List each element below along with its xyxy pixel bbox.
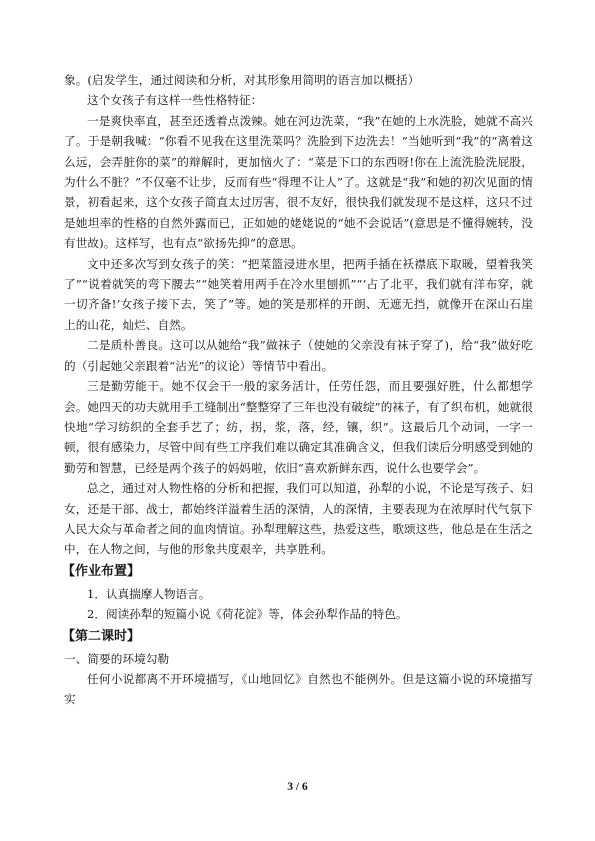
page-content — [64, 70, 533, 710]
paragraph-trait-one: 一是爽快率直，甚至还透着点泼辣。她在河边洗菜，“我”在她的上水洗脸，她就不高兴了。于是朝我喊：“你看不见我在这里洗菜吗？洗脸到下边洗去！”当她听到“我”的“离着这么远，会弄脏你的菜”的辩解时，更加恼火了：“菜是下口的东西呀!你在上流洗脸洗屁股，为什么不脏？”不仅毫不让步，反而有些“得理不让人”了。这就是“我”和她的初次见面的情景，初看起来，这个女孩子简直太过厉害，很不友好，很快我们就发现不是这样，这只不过是她坦率的性格的自然外露而已，正如她的姥姥说的“她不会说话”(意思是不懂得婉转，没有世故)。这样写，也有点“欲扬先抑”的意思。 — [64, 113, 533, 251]
paragraph-traits-lead: 这个女孩子有这样一些性格特征： — [87, 93, 263, 108]
paragraph-intro-tail: 象。(启发学生，通过阅读和分析，对其形象用简明的语言加以概括） — [64, 73, 420, 87]
homework-item-2: 2．阅读孙犁的短篇小说《荷花淀》等，体会孙犁作品的特色。 — [87, 607, 408, 622]
second-lesson-heading: 【第二课时】 — [62, 628, 141, 644]
homework-heading: 【作业布置】 — [62, 563, 141, 579]
homework-item-1: 1．认真揣摩人物语言。 — [87, 586, 211, 601]
paragraph-trait-three: 三是勤劳能干。她不仅会干一般的家务活计，任劳任怨，而且要强好胜，什么都想学会。她四天的功夫就用手工缝制出“整整穿了三年也没有破绽”的袜子，有了织布机，她就很快地“学习纺织的全套手艺了；纺，拐，浆，落，经，镶，织”。这最后几个动词，一字一顿，很有感染力，尽管中间有些工序我们难以确定其准确含义，但我们读后分明感受到她的勤劳和智慧，已经是两个孩子的妈妈啦，依旧“喜欢新鲜东西，说什么也要学会”。 — [64, 379, 533, 475]
paragraph-smile: 文中还多次写到女孩子的笑：“把菜篮浸进水里，把两手插在袄襟底下取暖，望着我笑了”“说着就笑的弯下腰去”“她笑着用两手在冷水里刨抓”“‘占了北平，我们就有洋布穿，就一切齐备!’女孩子接下去，笑了”等。她的笑是那样的开朗、无遮无挡，就像开在深山石崖上的山花，灿烂、自然。 — [64, 256, 533, 332]
page-number: 3 / 6 — [287, 781, 308, 793]
paragraph-trait-two: 二是质朴善良。这可以从她给“我”做袜子（使她的父亲没有袜子穿了)，给“我”做好吃的（引起她父亲跟着“沾光”的议论）等情节中看出。 — [64, 338, 533, 373]
section-title-environment: 一、简要的环境勾勒 — [64, 651, 170, 666]
paragraph-environment: 任何小说都离不开环境描写，《山地回忆》自然也不能例外。但是这篇小说的环境描写实 — [64, 671, 533, 707]
paragraph-summary: 总之，通过对人物性格的分析和把握，我们可以知道，孙犁的小说，不论是写孩子、妇女，还是干部、战士，都始终洋溢着生活的深情，人的深情，主要表现为在浓厚时代气氛下人民大众与革命者之间的血肉情谊。孙犁理解这些，热爱这些，歌颂这些，他总是在生活之中，在人物之间，与他的形象共度艰辛，共享胜利。 — [64, 481, 533, 557]
